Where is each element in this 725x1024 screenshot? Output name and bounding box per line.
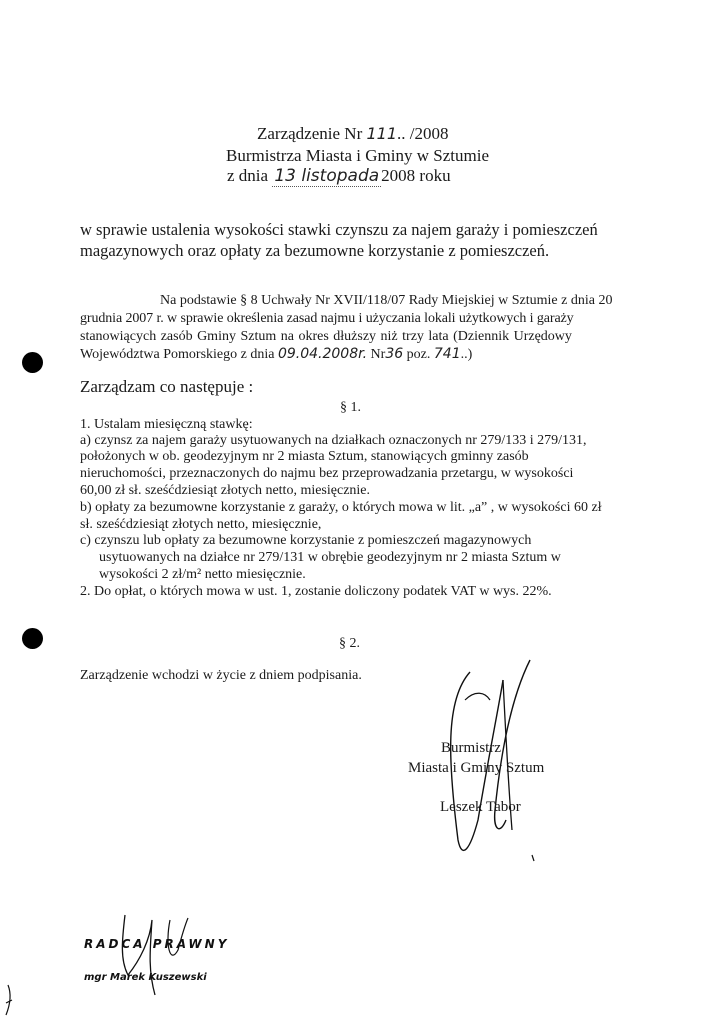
section-1-line: b) opłaty za bezumowne korzystanie z garaży, o których mowa w lit. „a” , w wysokości 60 zł [80,500,602,515]
section-2-heading: § 2. [339,636,360,651]
date-line [227,166,451,186]
journal-nr-handwritten: 36 [385,346,404,362]
section-1-heading: § 1. [340,400,361,415]
journal-nr-label: Nr [370,347,386,362]
signature-office: Miasta i Gminy Sztum [408,760,545,776]
basis-line-2: grudnia 2007 r. w sprawie określenia zasad najmu i użyczania lokali użytkowych i garaży [80,311,574,326]
zarzadzam-heading: Zarządzam co następuje : [80,377,254,396]
section-1-line: 2. Do opłat, o których mowa w ust. 1, zostanie doliczony podatek VAT w wys. 22%. [80,584,552,599]
section-1-line: 60,00 zł sł. sześćdziesiąt złotych netto, miesięcznie. [80,483,371,498]
date-suffix: 2008 roku [381,166,451,185]
date-handwritten: 13 listopada [274,166,380,186]
signature-name: Leszek Tabor [440,799,521,815]
journal-poz-label: poz. [406,347,431,362]
basis-line-4 [80,346,472,363]
stamp-title: RADCA PRAWNY [84,937,230,951]
basis-line-4-prefix: Województwa Pomorskiego z dnia [80,347,275,362]
order-prefix: Zarządzenie Nr [257,124,363,143]
section-1-line: położonych w ob. geodezyjnym nr 2 miasta Sztum, stanowiących gminny zasób [80,449,529,464]
journal-poz-handwritten: 741 [433,346,461,362]
section-1-line: nieruchomości, przeznaczonych do najmu bez przeprowadzania przetargu, w wysokości [80,466,574,481]
order-number-handwritten: 111 [366,124,398,143]
section-1-line: wysokości 2 zł/m² netto miesięcznie. [99,567,306,582]
subject-line-2: magazynowych oraz opłaty za bezumowne korzystanie z pomieszczeń. [80,241,550,260]
journal-date-handwritten: 09.04.2008r. [277,346,368,362]
section-1-line: 1. Ustalam miesięczną stawkę: [80,417,253,432]
punch-hole-bottom [22,628,43,649]
section-1-line: a) czynsz za najem garaży usytuowanych na działkach oznaczonych nr 279/133 i 279/131, [80,433,587,448]
issuer-line: Burmistrza Miasta i Gminy w Sztumie [226,146,489,165]
order-suffix: .. /2008 [397,124,449,143]
subject-line-1: w sprawie ustalenia wysokości stawki czynszu za najem garaży i pomieszczeń [80,220,598,239]
section-1-line: usytuowanych na działce nr 279/131 w obrębie geodezyjnym nr 2 miasta Sztum w [99,550,561,565]
order-number-line [257,124,449,144]
date-prefix: z dnia [227,166,269,185]
signature-title: Burmistrz [441,740,501,756]
basis-line-1: Na podstawie § 8 Uchwały Nr XVII/118/07 Rady Miejskiej w Sztumie z dnia 20 [160,293,613,308]
basis-line-3: stanowiących zasób Gminy Sztum na okres dłuższy niż trzy lata (Dziennik Urzędowy [80,329,572,344]
punch-hole-top [22,352,43,373]
section-1-line: c) czynszu lub opłaty za bezumowne korzystanie z pomieszczeń magazynowych [80,533,532,548]
section-1-line: sł. sześćdziesiąt złotych netto, miesięcznie, [80,517,322,532]
stamp-name: mgr Marek Kuszewski [84,972,207,983]
basis-line-4-suffix: ..) [460,347,473,362]
section-2-text: Zarządzenie wchodzi w życie z dniem podpisania. [80,668,362,683]
